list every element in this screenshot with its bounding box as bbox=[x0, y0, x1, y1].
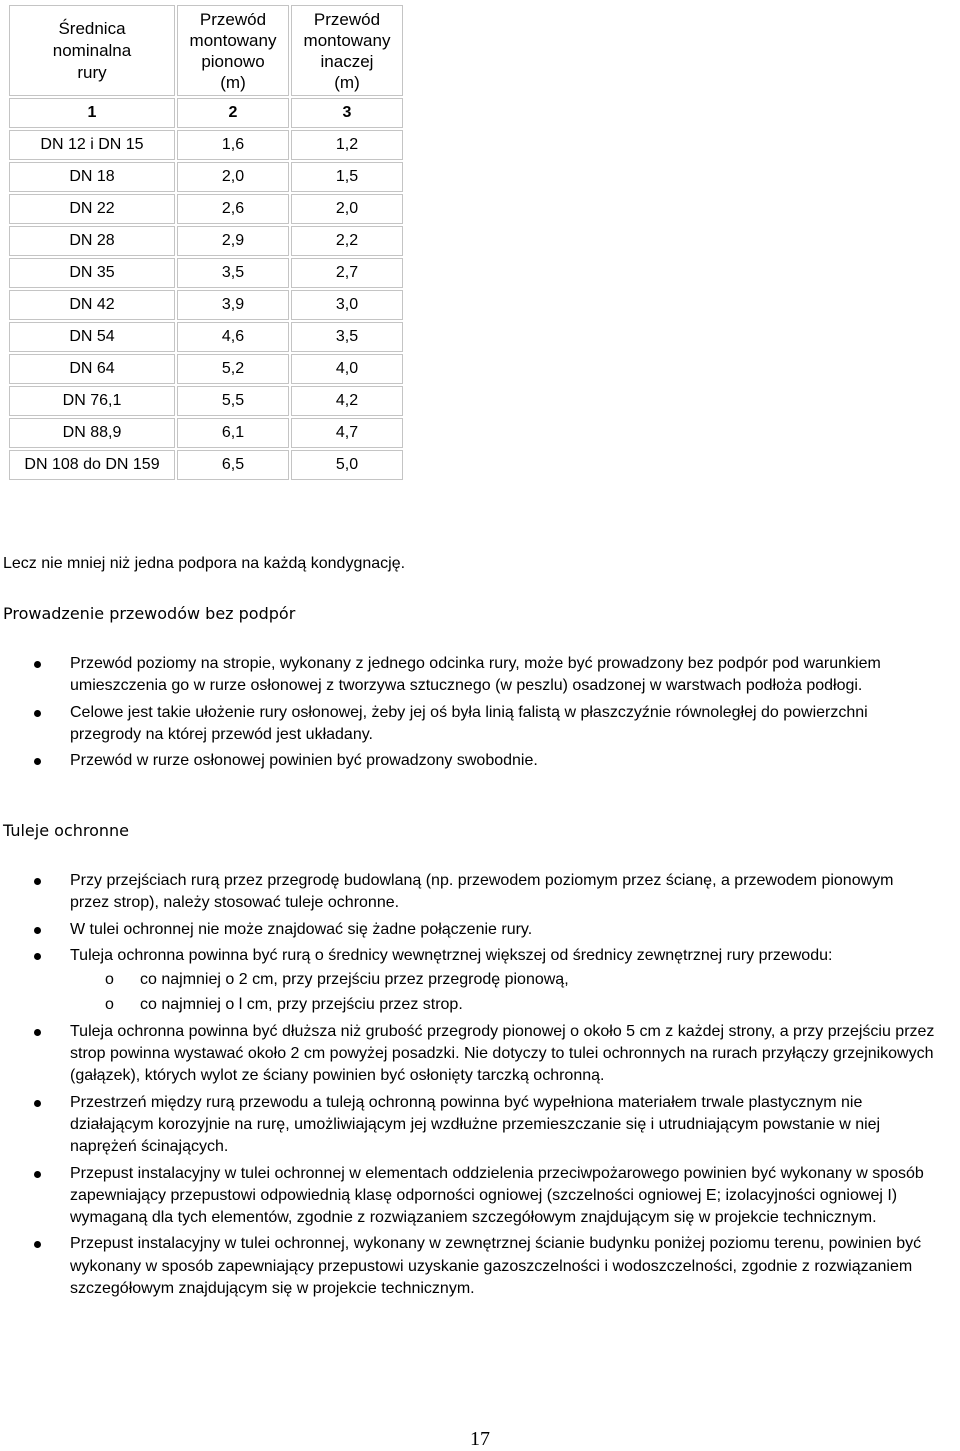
list-item: W tulei ochronnej nie może znajdować się żadne połączenie rury. bbox=[0, 919, 935, 941]
table-cell: 1,2 bbox=[291, 130, 403, 160]
section-heading-no-supports: Prowadzenie przewodów bez podpór bbox=[3, 604, 296, 623]
table-header-row bbox=[9, 5, 403, 96]
table-cell: 4,6 bbox=[177, 322, 289, 352]
table-cell: 2,9 bbox=[177, 226, 289, 256]
header-cell-diameter bbox=[9, 5, 175, 96]
list-item: Przewód poziomy na stropie, wykonany z jednego odcinka rury, może być prowadzony bez podpór pod warunkiem umieszczenia go w rurze osłonowej z tworzywa sztucznego (w peszlu) osadzonej w warstwach podłoża podłogi. bbox=[0, 653, 935, 698]
header-line: (m) bbox=[220, 72, 246, 92]
header-line: inaczej bbox=[320, 51, 374, 71]
table-cell: DN 64 bbox=[9, 354, 175, 384]
header-line: Przewód bbox=[313, 9, 381, 29]
table-cell: 1 bbox=[9, 98, 175, 128]
table-cell: 2 bbox=[177, 98, 289, 128]
column-number-row bbox=[9, 98, 403, 128]
list-item-text: Tuleja ochronna powinna być rurą o średnicy wewnętrznej większej od średnicy zewnętrznej rury przewodu: bbox=[70, 946, 833, 964]
table-cell: DN 42 bbox=[9, 290, 175, 320]
header-line: rury bbox=[77, 62, 107, 82]
table-row bbox=[9, 386, 403, 416]
table-cell: 5,2 bbox=[177, 354, 289, 384]
circle-bullet-icon: o bbox=[105, 971, 114, 989]
table-row bbox=[9, 130, 403, 160]
page-number: 17 bbox=[470, 1428, 490, 1450]
section-heading-protective-sleeves: Tuleje ochronne bbox=[3, 821, 130, 840]
table-cell: 2,7 bbox=[291, 258, 403, 288]
list-item: Przewód w rurze osłonowej powinien być prowadzony swobodnie. bbox=[0, 750, 935, 772]
list-item: Celowe jest takie ułożenie rury osłonowej, żeby jej oś była linią falistą w płaszczyźnie równoległej do powierzchni przegrody na której przewód jest układany. bbox=[0, 702, 935, 747]
list-item: Przy przejściach rurą przez przegrodę budowlaną (np. przewodem poziomym przez ścianę, a przewodem pionowym przez strop), należy stosować tuleje ochronne. bbox=[0, 870, 935, 915]
header-line: pionowo bbox=[201, 51, 265, 71]
table-row bbox=[9, 162, 403, 192]
header-line: montowany bbox=[303, 30, 391, 50]
table-row bbox=[9, 258, 403, 288]
table-cell: DN 108 do DN 159 bbox=[9, 450, 175, 480]
table-cell: DN 35 bbox=[9, 258, 175, 288]
list-item: Przepust instalacyjny w tulei ochronnej w elementach oddzielenia przeciwpożarowego powinien być wykonany w sposób zapewniający przepustowi odpowiednią klasę odporności ogniowej (szczelności ogniowej E; izolacyjności ogniowej I) wymaganą dla tych elementów, zgodnie z rozwiązaniem szczegółowym znajdującym się w projekcie technicznym. bbox=[0, 1163, 935, 1230]
table-row bbox=[9, 226, 403, 256]
table-cell: DN 76,1 bbox=[9, 386, 175, 416]
header-line: (m) bbox=[334, 72, 360, 92]
table-cell: 2,0 bbox=[291, 194, 403, 224]
header-line: montowany bbox=[189, 30, 277, 50]
no-supports-list bbox=[0, 653, 935, 776]
table-cell: 3,5 bbox=[291, 322, 403, 352]
table-cell: 5,5 bbox=[177, 386, 289, 416]
table-cell: 1,5 bbox=[291, 162, 403, 192]
sublist bbox=[70, 969, 935, 1017]
list-item: Przepust instalacyjny w tulei ochronnej, wykonany w zewnętrznej ścianie budynku poniżej poziomu terenu, powinien być wykonany w sposób zapewniający przepustowi uzyskanie gazoszczelności i wodoszczelności, zgodnie z rozwiązaniem szczegółowym znajdującym się w projekcie technicznym. bbox=[0, 1233, 935, 1300]
table-cell: 3,5 bbox=[177, 258, 289, 288]
sublist-item-text: co najmniej o l cm, przy przejściu przez strop. bbox=[140, 996, 463, 1014]
header-line: Średnica bbox=[58, 18, 126, 38]
table-row bbox=[9, 418, 403, 448]
table-cell: 3 bbox=[291, 98, 403, 128]
table-cell: DN 22 bbox=[9, 194, 175, 224]
floor-support-note: Lecz nie mniej niż jedna podpora na każdą kondygnację. bbox=[3, 555, 406, 572]
table-cell: DN 54 bbox=[9, 322, 175, 352]
table-row bbox=[9, 322, 403, 352]
table-cell: 2,6 bbox=[177, 194, 289, 224]
table-row bbox=[9, 194, 403, 224]
table-cell: 6,5 bbox=[177, 450, 289, 480]
sublist-item-text: co najmniej o 2 cm, przy przejściu przez przegrodę pionową, bbox=[140, 971, 569, 989]
table-cell: 3,0 bbox=[291, 290, 403, 320]
protective-sleeves-list bbox=[0, 870, 935, 1304]
sublist-item bbox=[70, 994, 935, 1016]
table-cell: 4,7 bbox=[291, 418, 403, 448]
table-cell: DN 28 bbox=[9, 226, 175, 256]
pipe-support-spacing-table bbox=[7, 3, 405, 482]
table-cell: 4,2 bbox=[291, 386, 403, 416]
sublist-item bbox=[70, 969, 935, 991]
table-cell: DN 12 i DN 15 bbox=[9, 130, 175, 160]
table-row bbox=[9, 354, 403, 384]
circle-bullet-icon: o bbox=[105, 996, 114, 1014]
list-item: Przestrzeń między rurą przewodu a tuleją ochronną powinna być wypełniona materiałem trwale plastycznym nie działającym korozyjnie na rurę, umożliwiającym jej wzdłużne przemieszczanie się i utrudniającym powstanie w niej naprężeń ścinających. bbox=[0, 1092, 935, 1159]
table-row bbox=[9, 450, 403, 480]
table-cell: DN 18 bbox=[9, 162, 175, 192]
table-cell: 4,0 bbox=[291, 354, 403, 384]
table-cell: 2,0 bbox=[177, 162, 289, 192]
header-cell-vertical bbox=[177, 5, 289, 96]
list-item-with-sublist bbox=[0, 945, 935, 1017]
list-item: Tuleja ochronna powinna być dłuższa niż grubość przegrody pionowej o około 5 cm z każdej strony, a przy przejściu przez strop powinna wystawać około 2 cm powyżej posadzki. Nie dotyczy to tulei ochronnych na rurach przyłączy grzejnikowych (gałązek), których wylot ze ściany powinien być osłonięty tarczką ochronną. bbox=[0, 1021, 935, 1088]
header-line: Przewód bbox=[199, 9, 267, 29]
table-cell: 1,6 bbox=[177, 130, 289, 160]
table-cell: 5,0 bbox=[291, 450, 403, 480]
table-cell: DN 88,9 bbox=[9, 418, 175, 448]
table-cell: 6,1 bbox=[177, 418, 289, 448]
header-line: nominalna bbox=[52, 40, 132, 60]
table-cell: 3,9 bbox=[177, 290, 289, 320]
table-row bbox=[9, 290, 403, 320]
table-cell: 2,2 bbox=[291, 226, 403, 256]
header-cell-other bbox=[291, 5, 403, 96]
